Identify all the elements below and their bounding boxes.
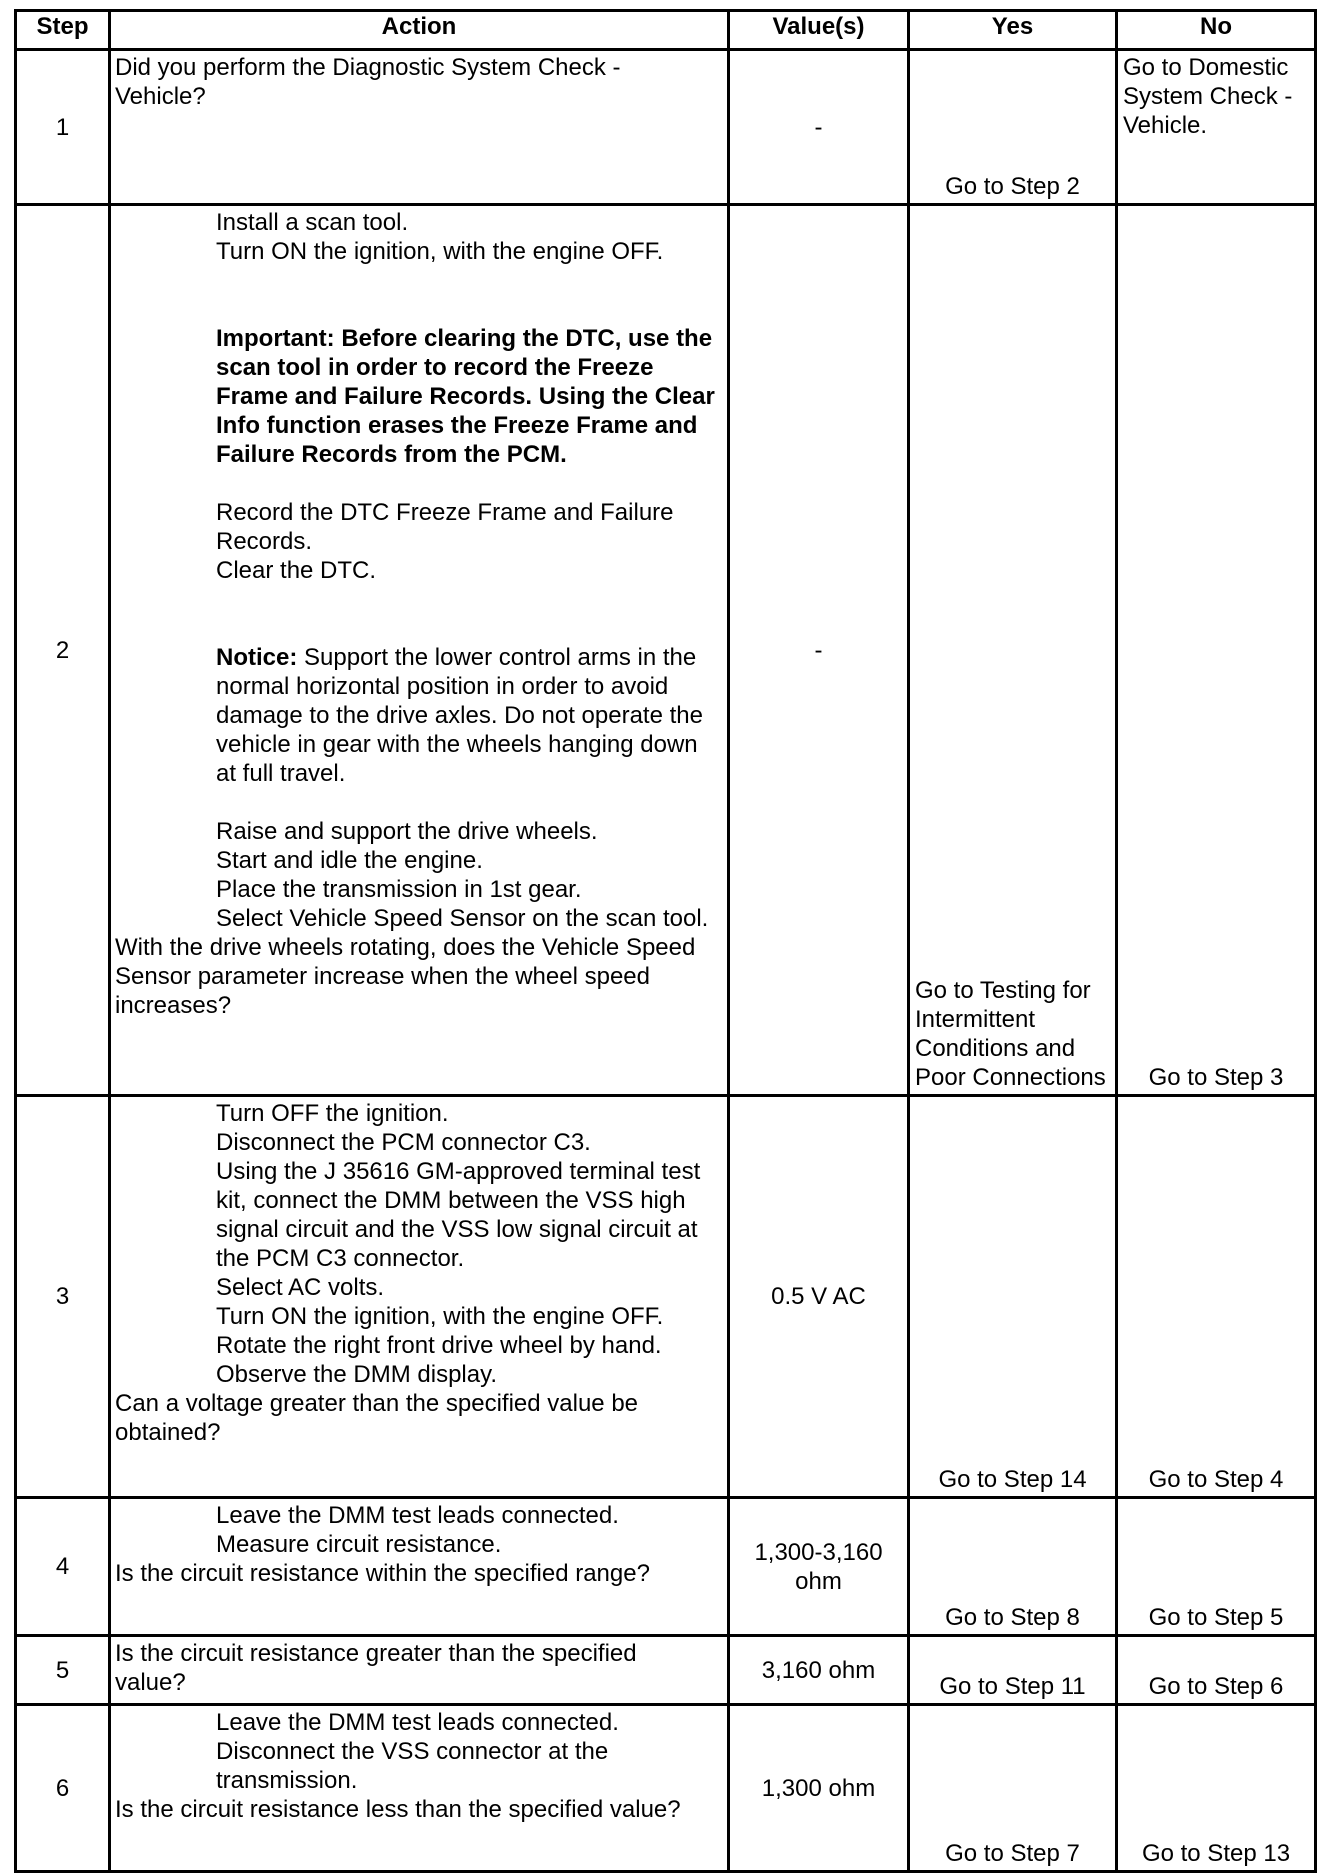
yes-cell: Go to Step 2 — [909, 50, 1117, 205]
procedure-line: Turn ON the ignition, with the engine OFF. — [216, 1303, 664, 1330]
value-cell: - — [729, 50, 909, 205]
important-note: Important: Before clearing the DTC, use the scan tool in order to record the Freeze Frame and Failure Records. Using the Clear Info function erases the Freeze Frame and Failure Records from the PCM. — [216, 325, 715, 468]
step-number: 5 — [16, 1636, 110, 1705]
procedure-line: Place the transmission in 1st gear. — [216, 876, 582, 903]
notice-label: Notice: — [216, 644, 298, 671]
procedure-block — [115, 1501, 723, 1559]
table-row — [16, 1636, 1316, 1705]
procedure-line: Install a scan tool. — [216, 209, 409, 236]
yes-cell: Go to Testing for Intermittent Conditions and Poor Connections — [909, 205, 1117, 1096]
procedure-line: Disconnect the VSS connector at the transmission. — [216, 1738, 609, 1794]
action-question: Is the circuit resistance within the specified range? — [115, 1560, 650, 1587]
diagnostic-table-container — [14, 9, 1314, 1873]
value-cell: 1,300-3,160 ohm — [729, 1498, 909, 1636]
notice-text: Support the lower control arms in the normal horizontal position in order to avoid damage to the drive axles. Do not operate the vehicle in gear with the wheels hanging down at full travel. — [216, 644, 703, 787]
value-cell: 0.5 V AC — [729, 1096, 909, 1498]
yes-cell: Go to Step 14 — [909, 1096, 1117, 1498]
table-row — [16, 205, 1316, 1096]
action-cell — [110, 1705, 729, 1872]
header-action: Action — [110, 11, 729, 50]
step-number: 4 — [16, 1498, 110, 1636]
diagnostic-table — [14, 9, 1317, 1873]
procedure-line: Raise and support the drive wheels. — [216, 818, 598, 845]
action-question: Did you perform the Diagnostic System Check - Vehicle? — [115, 54, 621, 110]
header-no: No — [1117, 11, 1316, 50]
procedure-line: Clear the DTC. — [216, 557, 377, 584]
procedure-line: Select Vehicle Speed Sensor on the scan tool. — [216, 905, 709, 932]
procedure-line: Measure circuit resistance. — [216, 1531, 502, 1558]
value-cell: - — [729, 205, 909, 1096]
procedure-line: Start and idle the engine. — [216, 847, 483, 874]
action-question: Is the circuit resistance less than the specified value? — [115, 1796, 681, 1823]
action-cell — [110, 1498, 729, 1636]
procedure-line: Turn OFF the ignition. — [216, 1100, 449, 1127]
action-cell — [110, 50, 729, 205]
action-question: Is the circuit resistance greater than the specified value? — [115, 1640, 637, 1696]
value-cell: 3,160 ohm — [729, 1636, 909, 1705]
no-cell: Go to Step 5 — [1117, 1498, 1316, 1636]
procedure-block — [115, 208, 723, 933]
step-number: 6 — [16, 1705, 110, 1872]
table-row — [16, 1096, 1316, 1498]
action-question: Can a voltage greater than the specified value be obtained? — [115, 1390, 639, 1446]
header-step: Step — [16, 11, 110, 50]
yes-cell: Go to Step 11 — [909, 1636, 1117, 1705]
no-cell: Go to Domestic System Check - Vehicle. — [1117, 50, 1316, 205]
procedure-line: Record the DTC Freeze Frame and Failure Records. — [216, 499, 674, 555]
no-cell: Go to Step 4 — [1117, 1096, 1316, 1498]
procedure-line: Disconnect the PCM connector C3. — [216, 1129, 591, 1156]
yes-cell: Go to Step 8 — [909, 1498, 1117, 1636]
procedure-line: Turn ON the ignition, with the engine OFF. — [216, 238, 664, 265]
procedure-line: Leave the DMM test leads connected. — [216, 1502, 619, 1529]
action-cell — [110, 205, 729, 1096]
action-cell — [110, 1636, 729, 1705]
step-number: 2 — [16, 205, 110, 1096]
step-number: 3 — [16, 1096, 110, 1498]
header-row — [16, 11, 1316, 50]
no-cell: Go to Step 13 — [1117, 1705, 1316, 1872]
step-number: 1 — [16, 50, 110, 205]
procedure-block — [115, 1708, 636, 1795]
action-cell — [110, 1096, 729, 1498]
yes-cell: Go to Step 7 — [909, 1705, 1117, 1872]
action-question: With the drive wheels rotating, does the Vehicle Speed Sensor parameter increase when the wheel speed increases? — [115, 934, 696, 1019]
no-cell: Go to Step 3 — [1117, 205, 1316, 1096]
no-cell: Go to Step 6 — [1117, 1636, 1316, 1705]
table-row — [16, 50, 1316, 205]
value-cell: 1,300 ohm — [729, 1705, 909, 1872]
procedure-line: Select AC volts. — [216, 1274, 385, 1301]
header-values: Value(s) — [729, 11, 909, 50]
header-yes: Yes — [909, 11, 1117, 50]
procedure-line: Leave the DMM test leads connected. — [216, 1709, 619, 1736]
table-row — [16, 1705, 1316, 1872]
table-row — [16, 1498, 1316, 1636]
procedure-line: Rotate the right front drive wheel by hand. — [216, 1332, 662, 1359]
procedure-line: Observe the DMM display. — [216, 1361, 497, 1388]
procedure-line: Using the J 35616 GM-approved terminal test kit, connect the DMM between the VSS high signal circuit and the VSS low signal circuit at the PCM C3 connector. — [216, 1158, 701, 1272]
procedure-block — [115, 1099, 723, 1389]
notice-note — [216, 643, 723, 788]
